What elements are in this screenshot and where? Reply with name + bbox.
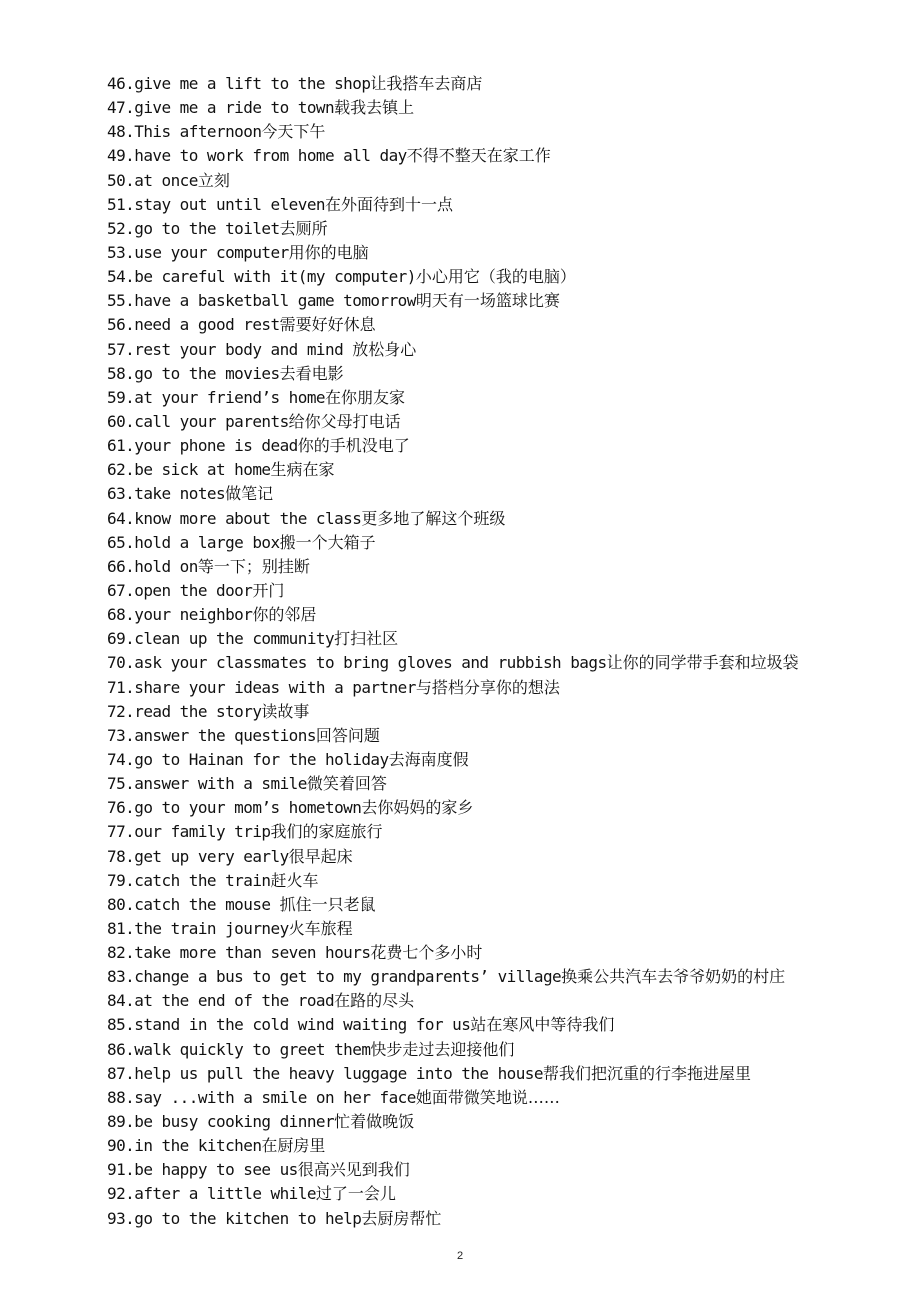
english-phrase: your neighbor [134,605,253,625]
list-item [107,458,897,482]
list-item [107,965,897,989]
item-number: 88. [107,1087,135,1107]
list-item [107,386,897,410]
chinese-translation: 等一下；别挂断 [197,556,310,576]
english-phrase: answer with a smile [134,774,307,794]
item-number: 47. [107,98,135,118]
item-number: 75. [107,774,135,794]
list-item [107,555,897,579]
item-number: 48. [107,122,135,142]
chinese-translation: 做笔记 [225,484,274,504]
chinese-translation: 读故事 [261,701,310,721]
list-item [107,144,897,168]
list-item [107,193,897,217]
chinese-translation: 需要好好休息 [279,315,376,335]
english-phrase: be careful with it(my computer) [134,267,416,287]
list-item [107,989,897,1013]
chinese-translation: 开门 [252,580,285,600]
chinese-translation: 用你的电脑 [288,242,369,262]
english-phrase: give me a lift to the shop [134,74,371,93]
english-phrase: know more about the class [134,508,362,528]
english-phrase: take more than seven hours [134,943,371,963]
english-phrase: This afternoon [134,122,262,142]
item-number: 66. [107,556,135,576]
chinese-translation: 在厨房里 [261,1136,326,1156]
chinese-translation: 很早起床 [288,846,353,866]
list-item [107,700,897,724]
list-item [107,1086,897,1110]
chinese-translation: 去海南度假 [388,749,469,769]
english-phrase: our family trip [134,822,271,842]
item-number: 57. [107,339,135,359]
english-phrase: take notes [134,484,226,504]
chinese-translation: 她面带微笑地说…… [415,1087,560,1107]
item-number: 91. [107,1160,135,1180]
english-phrase: hold on [134,556,198,576]
item-number: 71. [107,677,135,697]
english-phrase: call your parents [134,411,289,431]
english-phrase: go to the kitchen to help [134,1208,362,1228]
english-phrase: get up very early [134,846,289,866]
item-number: 65. [107,532,135,552]
list-item [107,627,897,651]
chinese-translation: 载我去镇上 [334,98,415,118]
list-item [107,96,897,120]
list-item [107,169,897,193]
item-number: 70. [107,653,135,673]
item-number: 90. [107,1136,135,1156]
item-number: 64. [107,508,135,528]
list-item [107,482,897,506]
list-item [107,603,897,627]
item-number: 79. [107,870,135,890]
english-phrase: have to work from home all day [134,146,407,166]
chinese-translation: 忙着做晚饭 [334,1112,415,1132]
list-item [107,120,897,144]
list-item [107,362,897,386]
chinese-translation: 火车旅程 [288,918,353,938]
item-number: 58. [107,363,135,383]
item-number: 50. [107,170,135,190]
list-item [107,796,897,820]
item-number: 61. [107,436,135,456]
english-phrase: stay out until eleven [134,194,325,214]
chinese-translation: 去厨房帮忙 [361,1208,442,1228]
english-phrase: go to Hainan for the holiday [134,749,389,769]
list-item [107,531,897,555]
item-number: 89. [107,1112,135,1132]
item-number: 92. [107,1184,135,1204]
chinese-translation: 你的邻居 [252,605,317,625]
item-number: 84. [107,991,135,1011]
item-number: 63. [107,484,135,504]
item-number: 87. [107,1063,135,1083]
chinese-translation: 给你父母打电话 [288,411,401,431]
chinese-translation: 过了一会儿 [315,1184,396,1204]
chinese-translation: 让你的同学带手套和垃圾袋 [606,653,799,673]
item-number: 86. [107,1039,135,1059]
english-phrase: be happy to see us [134,1160,298,1180]
english-phrase: clean up the community [134,629,335,649]
chinese-translation: 在路的尽头 [334,991,415,1011]
item-number: 93. [107,1208,135,1228]
chinese-translation: 微笑着回答 [306,774,387,794]
item-number: 69. [107,629,135,649]
item-number: 80. [107,894,135,914]
chinese-translation: 明天有一场篮球比赛 [415,291,560,311]
list-item [107,338,897,362]
chinese-translation: 回答问题 [315,725,380,745]
item-number: 52. [107,218,135,238]
item-number: 82. [107,943,135,963]
item-number: 67. [107,580,135,600]
item-number: 76. [107,798,135,818]
chinese-translation: 花费七个多小时 [370,943,483,963]
item-number: 53. [107,242,135,262]
chinese-translation: 今天下午 [261,122,326,142]
english-phrase: at once [134,170,198,190]
list-item [107,869,897,893]
item-number: 62. [107,460,135,480]
chinese-translation: 搬一个大箱子 [279,532,376,552]
chinese-translation: 与搭档分享你的想法 [415,677,560,697]
chinese-translation: 在外面待到十一点 [325,194,454,214]
english-phrase: need a good rest [134,315,280,335]
list-item [107,1013,897,1037]
item-number: 77. [107,822,135,842]
chinese-translation: 我们的家庭旅行 [270,822,383,842]
english-phrase: the train journey [134,918,289,938]
item-number: 72. [107,701,135,721]
english-phrase: catch the mouse [134,894,280,914]
list-item [107,72,897,96]
list-item [107,434,897,458]
list-item [107,748,897,772]
item-number: 74. [107,749,135,769]
english-phrase: walk quickly to greet them [134,1039,371,1059]
list-item [107,241,897,265]
item-number: 59. [107,387,135,407]
english-phrase: answer the questions [134,725,316,745]
item-number: 68. [107,605,135,625]
english-phrase: have a basketball game tomorrow [134,291,416,311]
english-phrase: help us pull the heavy luggage into the house [134,1063,543,1083]
list-item [107,1207,897,1231]
list-item [107,1062,897,1086]
chinese-translation: 更多地了解这个班级 [361,508,506,528]
list-item [107,1038,897,1062]
english-phrase: say ...with a smile on her face [134,1087,416,1107]
english-phrase: go to the movies [134,363,280,383]
english-phrase: open the door [134,580,253,600]
item-number: 56. [107,315,135,335]
english-phrase: read the story [134,701,262,721]
item-number: 83. [107,967,135,987]
list-item [107,313,897,337]
english-phrase: at the end of the road [134,991,335,1011]
item-number: 73. [107,725,135,745]
chinese-translation: 快步走过去迎接他们 [370,1039,515,1059]
chinese-translation: 去你妈妈的家乡 [361,798,474,818]
english-phrase: use your computer [134,242,289,262]
page-number: 2 [456,1250,464,1262]
chinese-translation: 在你朋友家 [325,387,406,407]
list-item [107,676,897,700]
chinese-translation: 帮我们把沉重的行李拖进屋里 [542,1063,751,1083]
chinese-translation: 放松身心 [352,339,417,359]
item-number: 81. [107,918,135,938]
list-item [107,845,897,869]
list-item [107,1134,897,1158]
chinese-translation: 小心用它（我的电脑） [415,267,576,287]
chinese-translation: 站在寒风中等待我们 [470,1015,615,1035]
list-item [107,579,897,603]
item-number: 78. [107,846,135,866]
chinese-translation: 让我搭车去商店 [370,74,483,93]
chinese-translation: 换乘公共汽车去爷爷奶奶的村庄 [561,967,786,987]
english-phrase: ask your classmates to bring gloves and rubbish bags [134,653,607,673]
list-item [107,507,897,531]
chinese-translation: 打扫社区 [334,629,399,649]
item-number: 49. [107,146,135,166]
list-item [107,917,897,941]
phrase-list [107,72,897,1231]
english-phrase: rest your body and mind [134,339,353,359]
english-phrase: share your ideas with a partner [134,677,416,697]
chinese-translation: 抓住一只老鼠 [279,894,376,914]
list-item [107,217,897,241]
list-item [107,1158,897,1182]
list-item [107,410,897,434]
chinese-translation: 去厕所 [279,218,328,238]
english-phrase: give me a ride to town [134,98,335,118]
english-phrase: be sick at home [134,460,271,480]
chinese-translation: 你的手机没电了 [297,436,410,456]
english-phrase: stand in the cold wind waiting for us [134,1015,471,1035]
list-item [107,1110,897,1134]
item-number: 46. [107,74,135,93]
list-item [107,265,897,289]
chinese-translation: 生病在家 [270,460,335,480]
list-item [107,941,897,965]
english-phrase: catch the train [134,870,271,890]
english-phrase: in the kitchen [134,1136,262,1156]
english-phrase: be busy cooking dinner [134,1112,335,1132]
english-phrase: your phone is dead [134,436,298,456]
english-phrase: at your friend’s home [134,387,325,407]
list-item [107,651,897,675]
list-item [107,289,897,313]
chinese-translation: 去看电影 [279,363,344,383]
item-number: 85. [107,1015,135,1035]
chinese-translation: 很高兴见到我们 [297,1160,410,1180]
chinese-translation: 立刻 [197,170,230,190]
english-phrase: go to your mom’s hometown [134,798,362,818]
item-number: 51. [107,194,135,214]
chinese-translation: 赶火车 [270,870,319,890]
list-item [107,820,897,844]
english-phrase: hold a large box [134,532,280,552]
list-item [107,893,897,917]
list-item [107,772,897,796]
english-phrase: go to the toilet [134,218,280,238]
item-number: 54. [107,267,135,287]
list-item [107,724,897,748]
english-phrase: change a bus to get to my grandparents’ village [134,967,562,987]
chinese-translation: 不得不整天在家工作 [406,146,551,166]
item-number: 55. [107,291,135,311]
english-phrase: after a little while [134,1184,316,1204]
item-number: 60. [107,411,135,431]
list-item [107,1182,897,1206]
